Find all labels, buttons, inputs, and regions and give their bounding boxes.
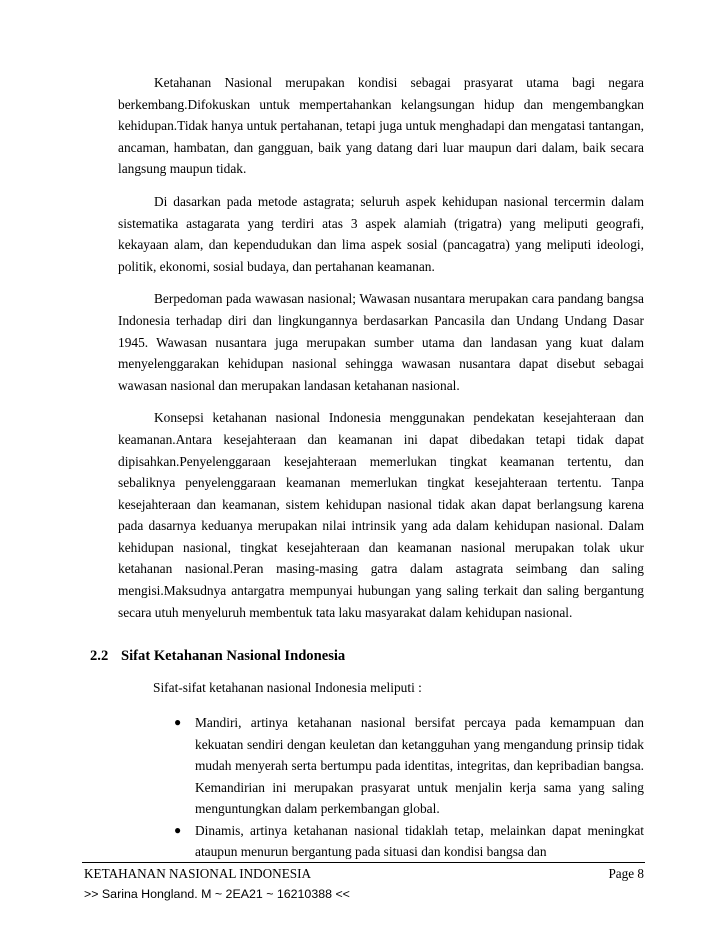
footer-author: >> Sarina Hongland. M ~ 2EA21 ~ 16210388 << [84,887,350,901]
bullet-icon: ● [174,822,182,837]
section-intro: Sifat-sifat ketahanan nasional Indonesia meliputi : [153,680,422,695]
list-item [166,712,644,820]
paragraph-astagrata: Di dasarkan pada metode astagrata; seluruh aspek kehidupan nasional tercermin dalam sistematika astagarata yang terdiri atas 3 aspek alamiah (trigatra) yang meliputi geografi, kekayaan alam, dan kependudukan dan lima aspek sosial (pancagatra) yang meliputi ideologi, politik, ekonomi, sosial budaya, dan pertahanan keamanan. [118,193,644,274]
section-title: Sifat Ketahanan Nasional Indonesia [121,648,346,664]
list-item [166,820,644,863]
footer-divider [82,862,645,863]
bullet-text-dinamis: Dinamis, artinya ketahanan nasional tidaklah tetap, melainkan dapat meningkat ataupun menurun bergantung pada situasi dan kondisi bangsa dan [195,822,644,859]
footer-title: KETAHANAN NASIONAL INDONESIA [84,866,312,881]
section-number: 2.2 [90,648,109,664]
paragraph-ketahanan-nasional: Ketahanan Nasional merupakan kondisi sebagai prasyarat utama bagi negara berkembang.Difokuskan untuk mempertahankan kelangsungan hidup dan mengembangkan kehidupan.Tidak hanya untuk pertahanan, tetapi juga untuk menghadapi dan mengatasi tantangan, ancaman, hambatan, dan gangguan, baik yang datang dari luar maupun dari dalam, baik secara langsung maupun tidak. [118,75,644,177]
paragraph-kesejahteraan-keamanan: Konsepsi ketahanan nasional Indonesia menggunakan pendekatan kesejahteraan dan keamanan.Antara kesejahteraan dan keamanan ini dapat dibedakan tetapi tidak dapat dipisahkan.Penyelenggaraan kesejahteraan memerlukan tingkat keamanan tertentu, dan sebaliknya penyelenggaraan keamanan memerlukan tingkat kesejahteraan tertentu. Tanpa kesejahteraan dan keamanan, sistem kehidupan nasional tidak akan dapat berlangsung karena pada dasarnya keduanya merupakan nilai intrinsik yang ada dalam kehidupan nasional. Dalam kehidupan nasional, tingkat kesejahteraan dan keamanan nasional merupakan tolak ukur ketahanan nasional.Peran masing-masing gatra dalam astagrata seimbang dan saling mengisi.Maksudnya antargatra mempunyai hubungan yang saling terkait dan saling bergantung secara utuh menyeluruh membentuk tata laku masyarakat dalam kehidupan nasional. [118,410,644,620]
page-number: Page 8 [608,866,644,881]
bullet-text-mandiri: Mandiri, artinya ketahanan nasional bersifat percaya pada kemampuan dan kekuatan sendiri dengan keuletan dan ketangguhan yang mengandung prinsip tidak mudah menyerah serta bertumpu pada identitas, integritas, dan kepribadian bangsa. Kemandirian ini merupakan prasyarat untuk menjalin kerja sama yang saling menguntungkan dalam perkembangan global. [195,715,644,816]
bullet-list [166,712,644,863]
section-heading [90,648,345,665]
page-body [118,72,644,634]
paragraph-wawasan-nasional: Berpedoman pada wawasan nasional; Wawasan nusantara merupakan cara pandang bangsa Indonesia terhadap diri dan lingkungannya berdasarkan Pancasila dan Undang Undang Dasar 1945. Wawasan nusantara juga merupakan sumber utama dan landasan yang kuat dalam menyelenggarakan kehidupan nasional sehingga wawasan nusantara dapat disebut sebagai wawasan nasional dan merupakan landasan ketahanan nasional. [118,291,644,393]
bullet-icon: ● [174,715,182,729]
